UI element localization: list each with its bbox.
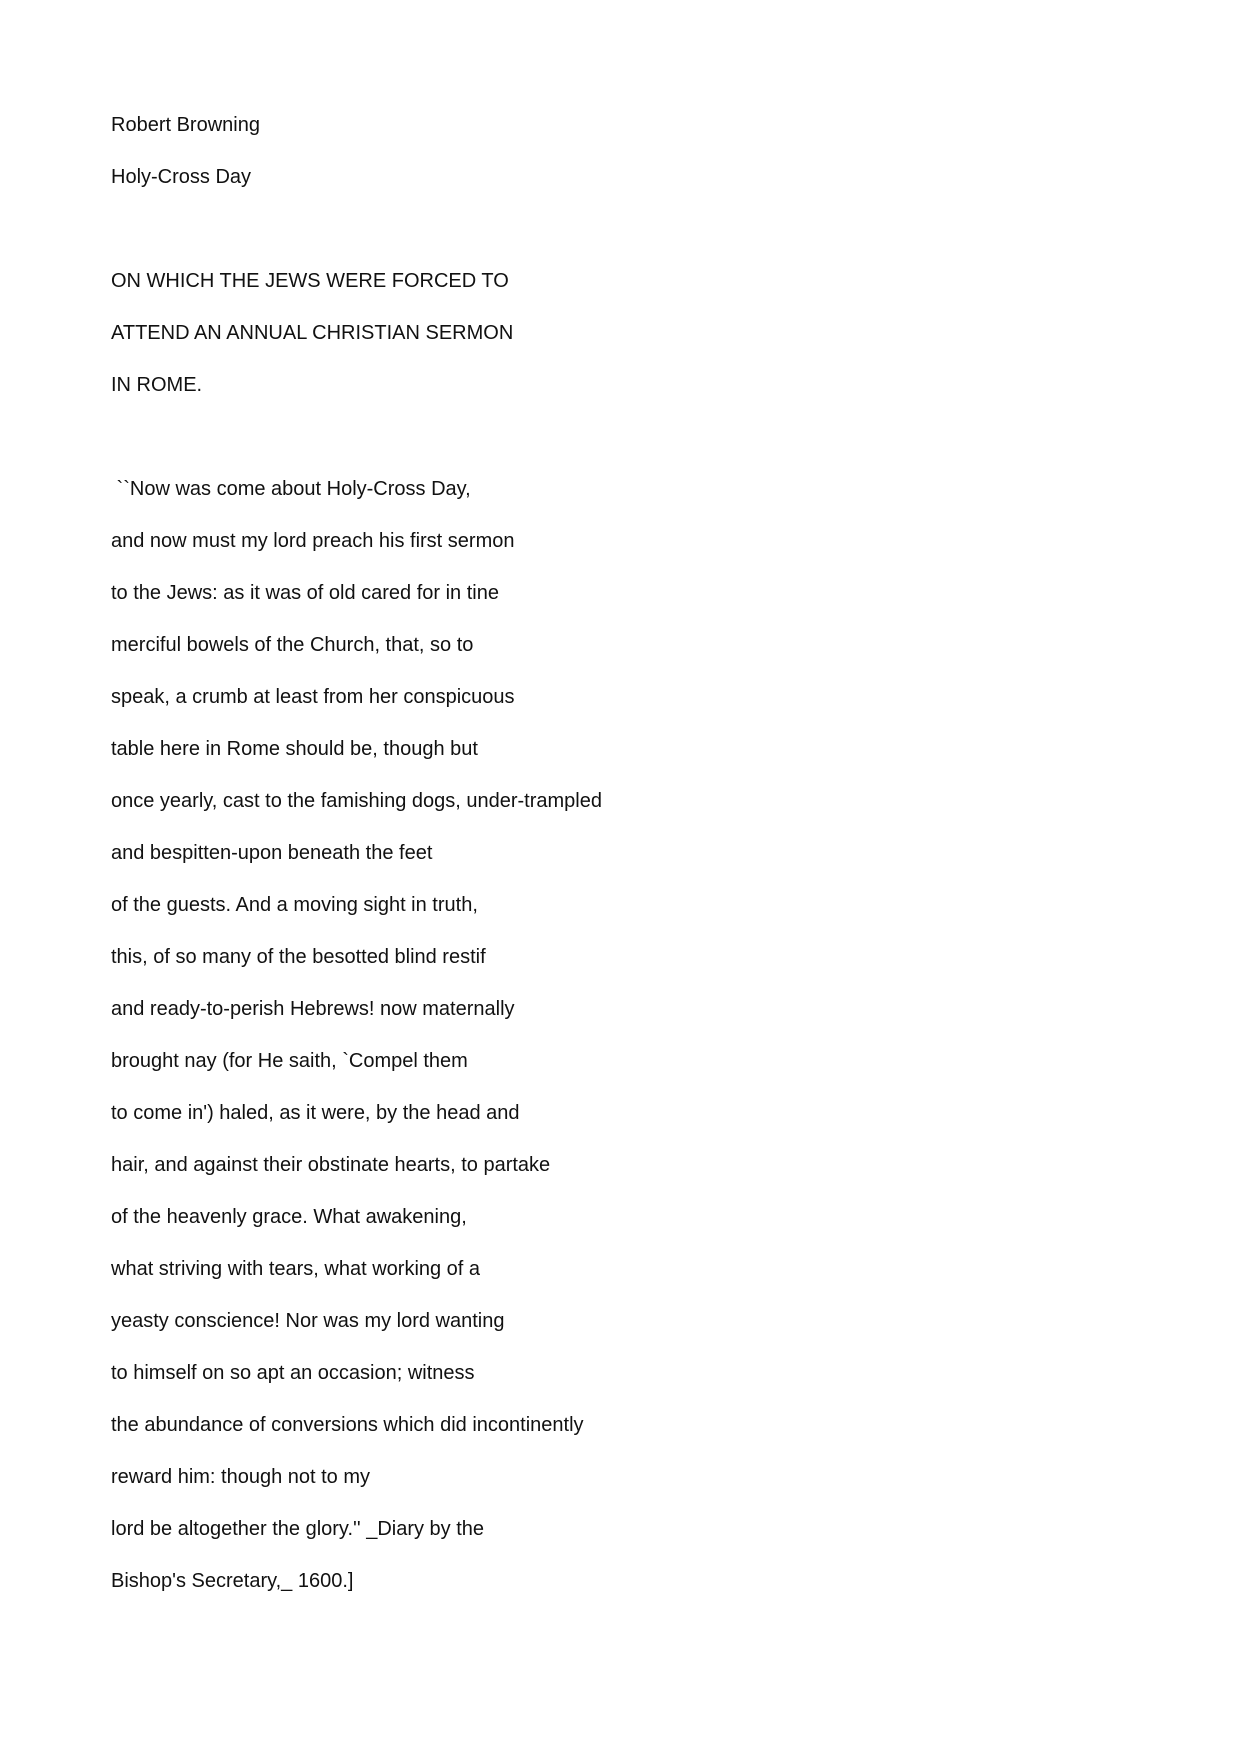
epigraph-line: this, of so many of the besotted blind restif <box>111 946 486 968</box>
epigraph-line: to himself on so apt an occasion; witness <box>111 1362 475 1384</box>
epigraph-line: yeasty conscience! Nor was my lord wanting <box>111 1310 505 1332</box>
epigraph-line: to the Jews: as it was of old cared for in tine <box>111 582 499 604</box>
epigraph-line: brought nay (for He saith, `Compel them <box>111 1050 468 1072</box>
blank-line <box>111 422 1111 474</box>
epigraph-line: the abundance of conversions which did incontinently <box>111 1414 584 1436</box>
epigraph-line: and now must my lord preach his first sermon <box>111 530 515 552</box>
epigraph-line: of the guests. And a moving sight in truth, <box>111 894 478 916</box>
epigraph-line: Bishop's Secretary,_ 1600.] <box>111 1570 354 1592</box>
epigraph-line: and bespitten-upon beneath the feet <box>111 842 433 864</box>
blank-line <box>111 214 1111 266</box>
author-name: Robert Browning <box>111 114 260 136</box>
document-body <box>111 110 1111 1618</box>
epigraph-line: reward him: though not to my <box>111 1466 371 1488</box>
subtitle-line: ON WHICH THE JEWS WERE FORCED TO <box>111 270 509 292</box>
epigraph-line: of the heavenly grace. What awakening, <box>111 1206 467 1228</box>
poem-title: Holy-Cross Day <box>111 166 252 188</box>
subtitle-line: IN ROME. <box>111 374 203 396</box>
epigraph <box>111 474 1111 1618</box>
epigraph-line: once yearly, cast to the famishing dogs, under-trampled <box>111 790 602 812</box>
epigraph-line: lord be altogether the glory.'' _Diary by the <box>111 1518 485 1540</box>
epigraph-line: hair, and against their obstinate hearts, to partake <box>111 1154 551 1176</box>
subtitle-line: ATTEND AN ANNUAL CHRISTIAN SERMON <box>111 322 514 344</box>
epigraph-line: speak, a crumb at least from her conspicuous <box>111 686 515 708</box>
epigraph-line: to come in') haled, as it were, by the head and <box>111 1102 520 1124</box>
epigraph-line: table here in Rome should be, though but <box>111 738 478 760</box>
epigraph-line: and ready-to-perish Hebrews! now maternally <box>111 998 515 1020</box>
epigraph-line: ``Now was come about Holy-Cross Day, <box>111 478 471 500</box>
epigraph-line: merciful bowels of the Church, that, so to <box>111 634 474 656</box>
epigraph-line: what striving with tears, what working of a <box>111 1258 481 1280</box>
